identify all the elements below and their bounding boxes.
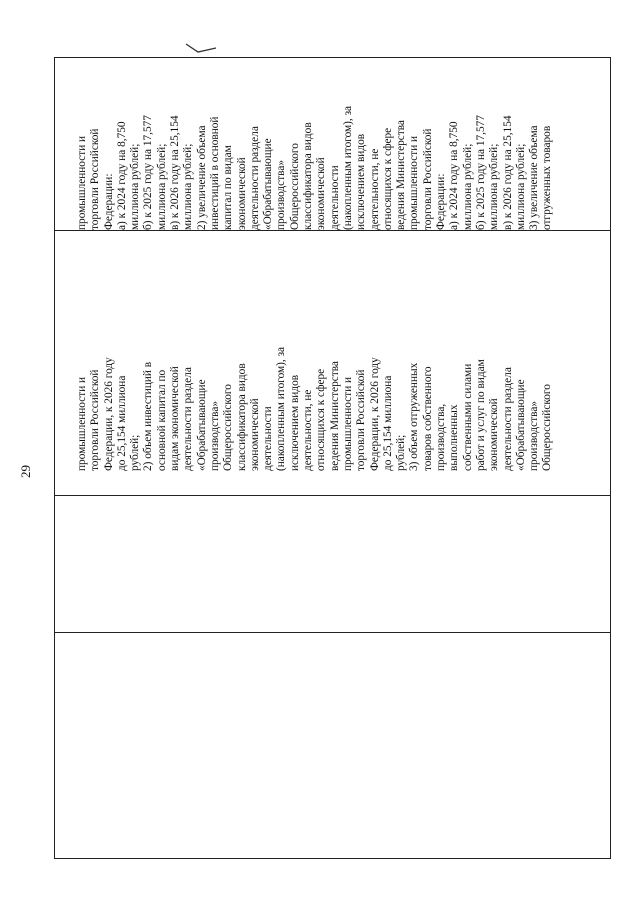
results-text-line: деятельности раздела	[248, 126, 261, 230]
results-text-line: 2) увеличение объема	[195, 125, 208, 230]
results-text-line: Федерации:	[435, 173, 448, 230]
results-text-line: в) к 2026 году на 25,154	[501, 115, 514, 230]
plan-text-line: торговли Российской	[355, 369, 368, 471]
results-text-line: Общероссийского	[288, 143, 301, 230]
results-text-line: отгруженных товаров	[541, 125, 554, 230]
results-text-line: б) к 2025 году на 17,577	[474, 115, 487, 230]
plan-text-line: относящихся к сфере	[315, 368, 328, 471]
results-text-line: а) к 2024 году на 8,750	[448, 121, 461, 230]
plan-text-line: производства,	[435, 403, 448, 471]
plan-text-line: ведения Министерства	[328, 361, 341, 471]
plan-text-line: Федерации, к 2026 году	[102, 357, 115, 471]
plan-text-line: экономической	[488, 398, 501, 471]
table-cell-plan	[76, 231, 576, 471]
plan-text-line: экономической	[248, 398, 261, 471]
plan-text-line: собственными силами	[461, 363, 474, 471]
plan-text-line: промышленности и	[341, 376, 354, 471]
plan-text-line: производства»	[208, 401, 221, 471]
plan-text-line: товаров собственного	[421, 366, 434, 471]
plan-text-line: производства»	[528, 401, 541, 471]
results-text-line: а) к 2024 году на 8,750	[115, 121, 128, 230]
results-text-line: исключением видов	[355, 133, 368, 230]
plan-text-line: 3) объем отгруженных	[408, 362, 421, 471]
results-text-line: деятельности, не	[368, 148, 381, 230]
results-text-line: деятельности	[328, 165, 341, 230]
results-text-line: относящихся к сфере	[381, 127, 394, 230]
plan-text-line: Федерации, к 2026 году	[368, 357, 381, 471]
results-text-line: промышленности и	[76, 135, 88, 230]
results-text-line: торговли Российской	[421, 128, 434, 230]
results-text-line: Федерации:	[102, 173, 115, 230]
plan-text-line: работ и услуг по видам	[474, 359, 487, 471]
results-text-line: миллиона рублей;	[155, 143, 168, 230]
plan-text-line: рублей;	[129, 434, 142, 471]
plan-text-line: деятельности, не	[302, 389, 315, 471]
plan-text-line: «Обрабатывающие	[195, 379, 208, 471]
plan-text-line: деятельности раздела	[501, 367, 514, 471]
results-text-line: «Обрабатывающие	[262, 138, 275, 230]
results-text-line: б) к 2025 году на 17,577	[142, 115, 155, 230]
results-text-line: классификатора видов	[302, 122, 315, 230]
results-text-line: производства»	[275, 160, 288, 230]
plan-text-line: до 25,154 миллиона	[115, 375, 128, 471]
results-text-line: миллиона рублей;	[182, 143, 195, 230]
plan-text-line: видам экономической	[169, 366, 182, 471]
plan-text-line: (накопленным итогом), за	[275, 346, 288, 471]
results-text-line: в) к 2026 году на 25,154	[169, 115, 182, 230]
results-text-line: инвестиций в основной	[208, 116, 221, 230]
row-divider-2	[55, 495, 610, 496]
plan-text-line: Общероссийского	[222, 384, 235, 471]
plan-text-line: 2) объем инвестиций в	[142, 361, 155, 471]
plan-text-line: деятельности раздела	[182, 367, 195, 471]
results-text-line: экономической	[235, 157, 248, 230]
results-text-line: (накопленным итогом), за	[341, 105, 354, 230]
page-number: 29	[18, 465, 33, 478]
row-divider-3	[55, 632, 610, 633]
plan-text-line: выполненных	[448, 404, 461, 471]
results-text-line: миллиона рублей;	[129, 143, 142, 230]
plan-text-line: промышленности и	[76, 376, 88, 471]
plan-text-line: до 25,154 миллиона	[381, 375, 394, 471]
results-text-line: экономической	[315, 157, 328, 230]
plan-text-line: «Обрабатывающие	[514, 379, 527, 471]
results-text-line: промышленности и	[408, 135, 421, 230]
plan-text-line: основной капитал по	[155, 369, 168, 471]
results-text-line: миллиона рублей;	[514, 143, 527, 230]
plan-text-line: торговли Российской	[89, 369, 102, 471]
plan-text-line: классификатора видов	[235, 363, 248, 471]
plan-text-line: деятельности	[262, 406, 275, 471]
table-cell-results	[76, 0, 576, 230]
results-text-line: 3) увеличение объема	[528, 125, 541, 230]
results-text-line: миллиона рублей;	[461, 143, 474, 230]
results-text-line: ведения Министерства	[395, 120, 408, 230]
results-text-line: миллиона рублей;	[488, 143, 501, 230]
plan-text-line: исключением видов	[288, 374, 301, 471]
plan-text-line: рублей;	[395, 434, 408, 471]
plan-text-line: Общероссийского	[541, 384, 554, 471]
results-text-line: торговли Российской	[89, 128, 102, 230]
results-text-line: капитал по видам	[222, 145, 235, 230]
